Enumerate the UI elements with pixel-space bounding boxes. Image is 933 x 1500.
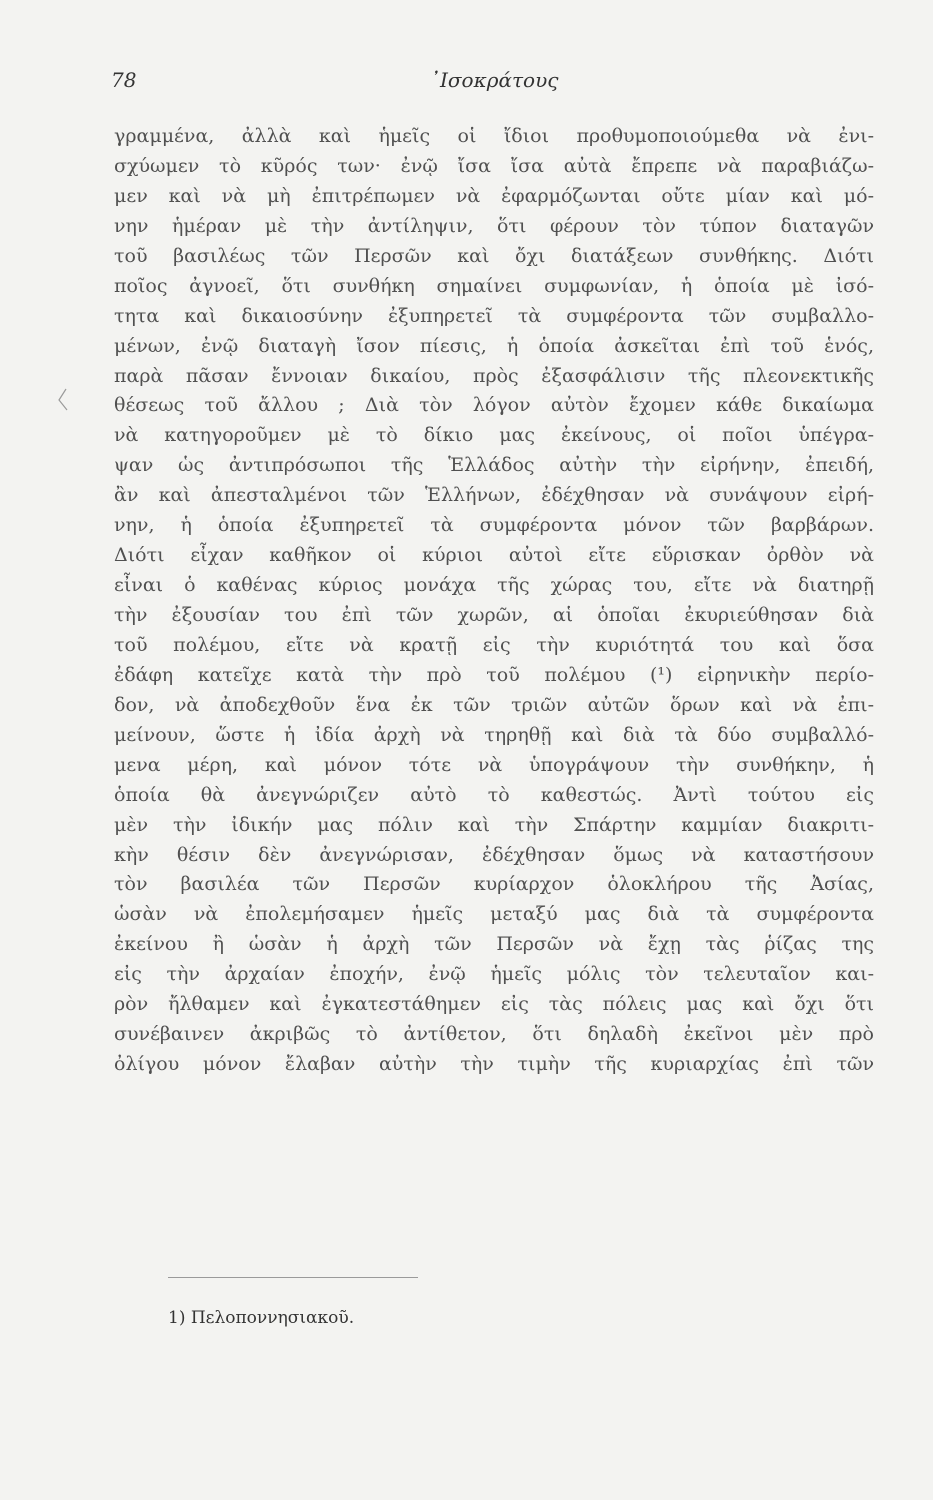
text-line: ψαν ὡς ἀντιπρόσωποι τῆς Ἑλλάδος αὐτὴν τὴν εἰρήνην, ἐπειδή, xyxy=(114,454,874,477)
text-line: νὰ κατηγοροῦμεν μὲ τὸ δίκιο μας ἐκείνους, οἱ ποῖοι ὑπέγρα- xyxy=(114,424,874,447)
text-line: τοῦ βασιλέως τῶν Περσῶν καὶ ὄχι διατάξεων συνθήκης. Διότι xyxy=(114,244,874,267)
text-line: ποῖος ἀγνοεῖ, ὅτι συνθήκη σημαίνει συμφωνίαν, ἡ ὁποία μὲ ἰσό- xyxy=(114,274,874,297)
text-line: μείνουν, ὥστε ἡ ἰδία ἀρχὴ νὰ τηρηθῇ καὶ διὰ τὰ δύο συμβαλλό- xyxy=(114,723,874,746)
text-line: γραμμένα, ἀλλὰ καὶ ἡμεῖς οἱ ἴδιοι προθυμοποιούμεθα νὰ ἐνι- xyxy=(114,125,874,147)
text-line: ὀλίγου μόνον ἔλαβαν αὐτὴν τὴν τιμὴν τῆς κυριαρχίας ἐπὶ τῶν xyxy=(114,1053,874,1076)
footnote-divider xyxy=(168,1277,418,1278)
page-number: 78 xyxy=(111,68,137,92)
text-line: τὴν ἐξουσίαν του ἐπὶ τῶν χωρῶν, αἱ ὁποῖαι ἐκυριεύθησαν διὰ xyxy=(114,604,874,626)
text-line: ὁποία θὰ ἀνεγνώριζεν αὐτὸ τὸ καθεστώς. Ἀντὶ τούτου εἰς xyxy=(114,783,874,806)
text-line: νην, ἡ ὁποία ἐξυπηρετεῖ τὰ συμφέροντα μόνον τῶν βαρβάρων. xyxy=(114,514,874,537)
text-line: εἶναι ὁ καθένας κύριος μονάχα τῆς χώρας του, εἴτε νὰ διατηρῇ xyxy=(114,574,874,597)
text-line: σχύωμεν τὸ κῦρός των· ἐνῷ ἴσα ἴσα αὐτὰ ἔπρεπε νὰ παραβιάζω- xyxy=(114,154,874,177)
text-line: θέσεως τοῦ ἄλλου ; Διὰ τὸν λόγον αὐτὸν ἔχομεν κάθε δικαίωμα xyxy=(114,394,874,417)
text-line: μένων, ἐνῷ διαταγὴ ἴσον πίεσις, ἡ ὁποία ἀσκεῖται ἐπὶ τοῦ ἑνός, xyxy=(114,334,874,357)
text-line: ρὸν ἤλθαμεν καὶ ἐγκατεστάθημεν εἰς τὰς πόλεις μας καὶ ὄχι ὅτι xyxy=(114,993,874,1016)
text-line: ἐκείνου ἢ ὡσὰν ἡ ἀρχὴ τῶν Περσῶν νὰ ἔχῃ τὰς ῥίζας της xyxy=(114,933,874,956)
text-line: μεν καὶ νὰ μὴ ἐπιτρέπωμεν νὰ ἐφαρμόζωνται οὔτε μίαν καὶ μό- xyxy=(114,184,874,207)
text-line: κὴν θέσιν δὲν ἀνεγνώρισαν, ἐδέχθησαν ὅμως νὰ καταστήσουν xyxy=(114,843,874,866)
text-line: τοῦ πολέμου, εἴτε νὰ κρατῇ εἰς τὴν κυριότητά του καὶ ὅσα xyxy=(114,633,874,656)
text-line: ἐδάφη κατεῖχε κατὰ τὴν πρὸ τοῦ πολέμου (¹) εἰρηνικὴν περίο- xyxy=(114,663,874,686)
text-line: μενα μέρη, καὶ μόνον τότε νὰ ὑπογράψουν τὴν συνθήκην, ἡ xyxy=(114,753,874,776)
text-line: εἰς τὴν ἀρχαίαν ἐποχήν, ἐνῷ ἡμεῖς μόλις τὸν τελευταῖον και- xyxy=(114,963,874,986)
running-title: ᾿Ισοκράτους xyxy=(430,68,559,92)
text-line: παρὰ πᾶσαν ἔννοιαν δικαίου, πρὸς ἐξασφάλισιν τῆς πλεονεκτικῆς xyxy=(114,364,874,387)
text-line: τητα καὶ δικαιοσύνην ἐξυπηρετεῖ τὰ συμφέροντα τῶν συμβαλλο- xyxy=(114,304,874,327)
margin-pencil-mark xyxy=(57,388,69,412)
footnote: 1) Πελοποννησιακοῦ. xyxy=(168,1308,355,1328)
text-line: ὡσὰν νὰ ἐπολεμήσαμεν ἡμεῖς μεταξύ μας διὰ τὰ συμφέροντα xyxy=(114,903,874,926)
text-line: τὸν βασιλέα τῶν Περσῶν κυρίαρχον ὁλοκλήρου τῆς Ἀσίας, xyxy=(114,873,874,896)
text-line: ἂν καὶ ἀπεσταλμένοι τῶν Ἑλλήνων, ἐδέχθησαν νὰ συνάψουν εἰρή- xyxy=(114,484,874,507)
text-line: Διότι εἶχαν καθῆκον οἱ κύριοι αὐτοὶ εἴτε εὕρισκαν ὀρθὸν νὰ xyxy=(114,544,874,567)
body-text xyxy=(114,122,874,1080)
text-line: νην ἡμέραν μὲ τὴν ἀντίληψιν, ὅτι φέρουν τὸν τύπον διαταγῶν xyxy=(114,214,874,237)
text-line: μὲν τὴν ἰδικήν μας πόλιν καὶ τὴν Σπάρτην καμμίαν διακριτι- xyxy=(114,813,874,836)
text-line: συνέβαινεν ἀκριβῶς τὸ ἀντίθετον, ὅτι δηλαδὴ ἐκεῖνοι μὲν πρὸ xyxy=(114,1023,874,1046)
text-line: δον, νὰ ἀποδεχθοῦν ἕνα ἐκ τῶν τριῶν αὐτῶν ὅρων καὶ νὰ ἐπι- xyxy=(114,693,874,716)
